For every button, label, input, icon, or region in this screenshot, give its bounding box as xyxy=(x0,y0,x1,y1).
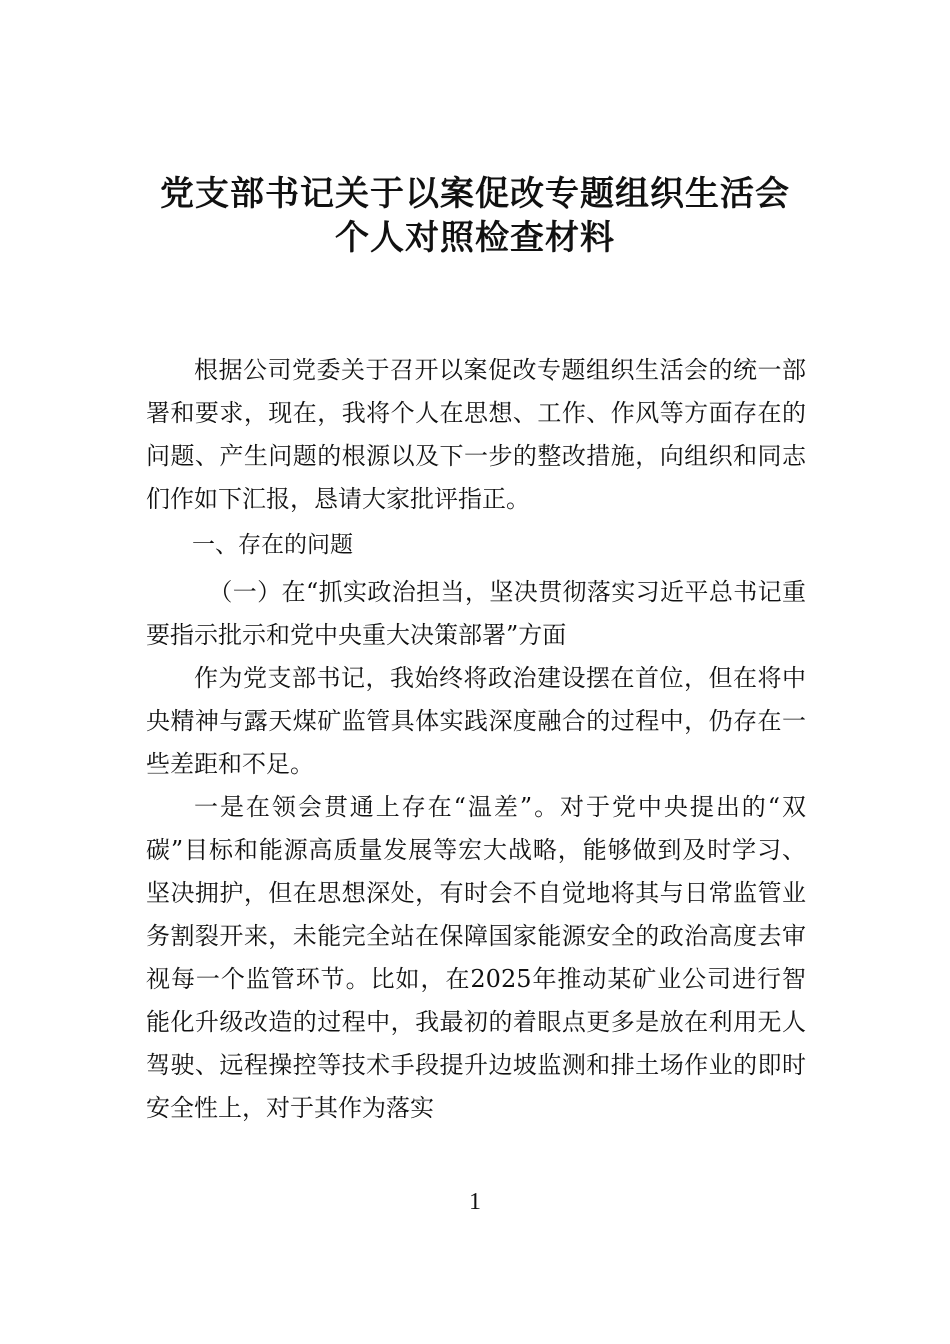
section-heading: 一、存在的问题 xyxy=(192,532,353,558)
intro-paragraph: 根据公司党委关于召开以案促改专题组织生活会的统一部署和要求，现在，我将个人在思想、工作、作风等方面存在的问题、产生问题的根源以及下一步的整改措施，向组织和同志们作如下汇报，恳请大家批评指正。 xyxy=(146,356,806,513)
document-title-line-1: 党支部书记关于以案促改专题组织生活会 xyxy=(160,174,790,214)
document-title-line-2: 个人对照检查材料 xyxy=(335,218,615,258)
body-paragraph: 一是在领会贯通上存在“温差”。对于党中央提出的“双碳”目标和能源高质量发展等宏大战略，能够做到及时学习、坚决拥护，但在思想深处，有时会不自觉地将其与日常监管业务割裂开来，未能完全站在保障国家能源安全的政治高度去审视每一个监管环节。比如，在2025年推动某矿业公司进行智能化升级改造的过程中，我最初的着眼点更多是放在利用无人驾驶、远程操控等技术手段提升边坡监测和排土场作业的即时安全性上，对于其作为落实 xyxy=(146,793,806,1122)
subsection-heading: （一）在“抓实政治担当，坚决贯彻落实习近平总书记重要指示批示和党中央重大决策部署”方面 xyxy=(146,578,806,649)
document-body xyxy=(146,349,806,1130)
body-paragraph: 作为党支部书记，我始终将政治建设摆在首位，但在将中央精神与露天煤矿监管具体实践深度融合的过程中，仍存在一些差距和不足。 xyxy=(146,664,806,778)
page-number: 1 xyxy=(469,1189,481,1215)
